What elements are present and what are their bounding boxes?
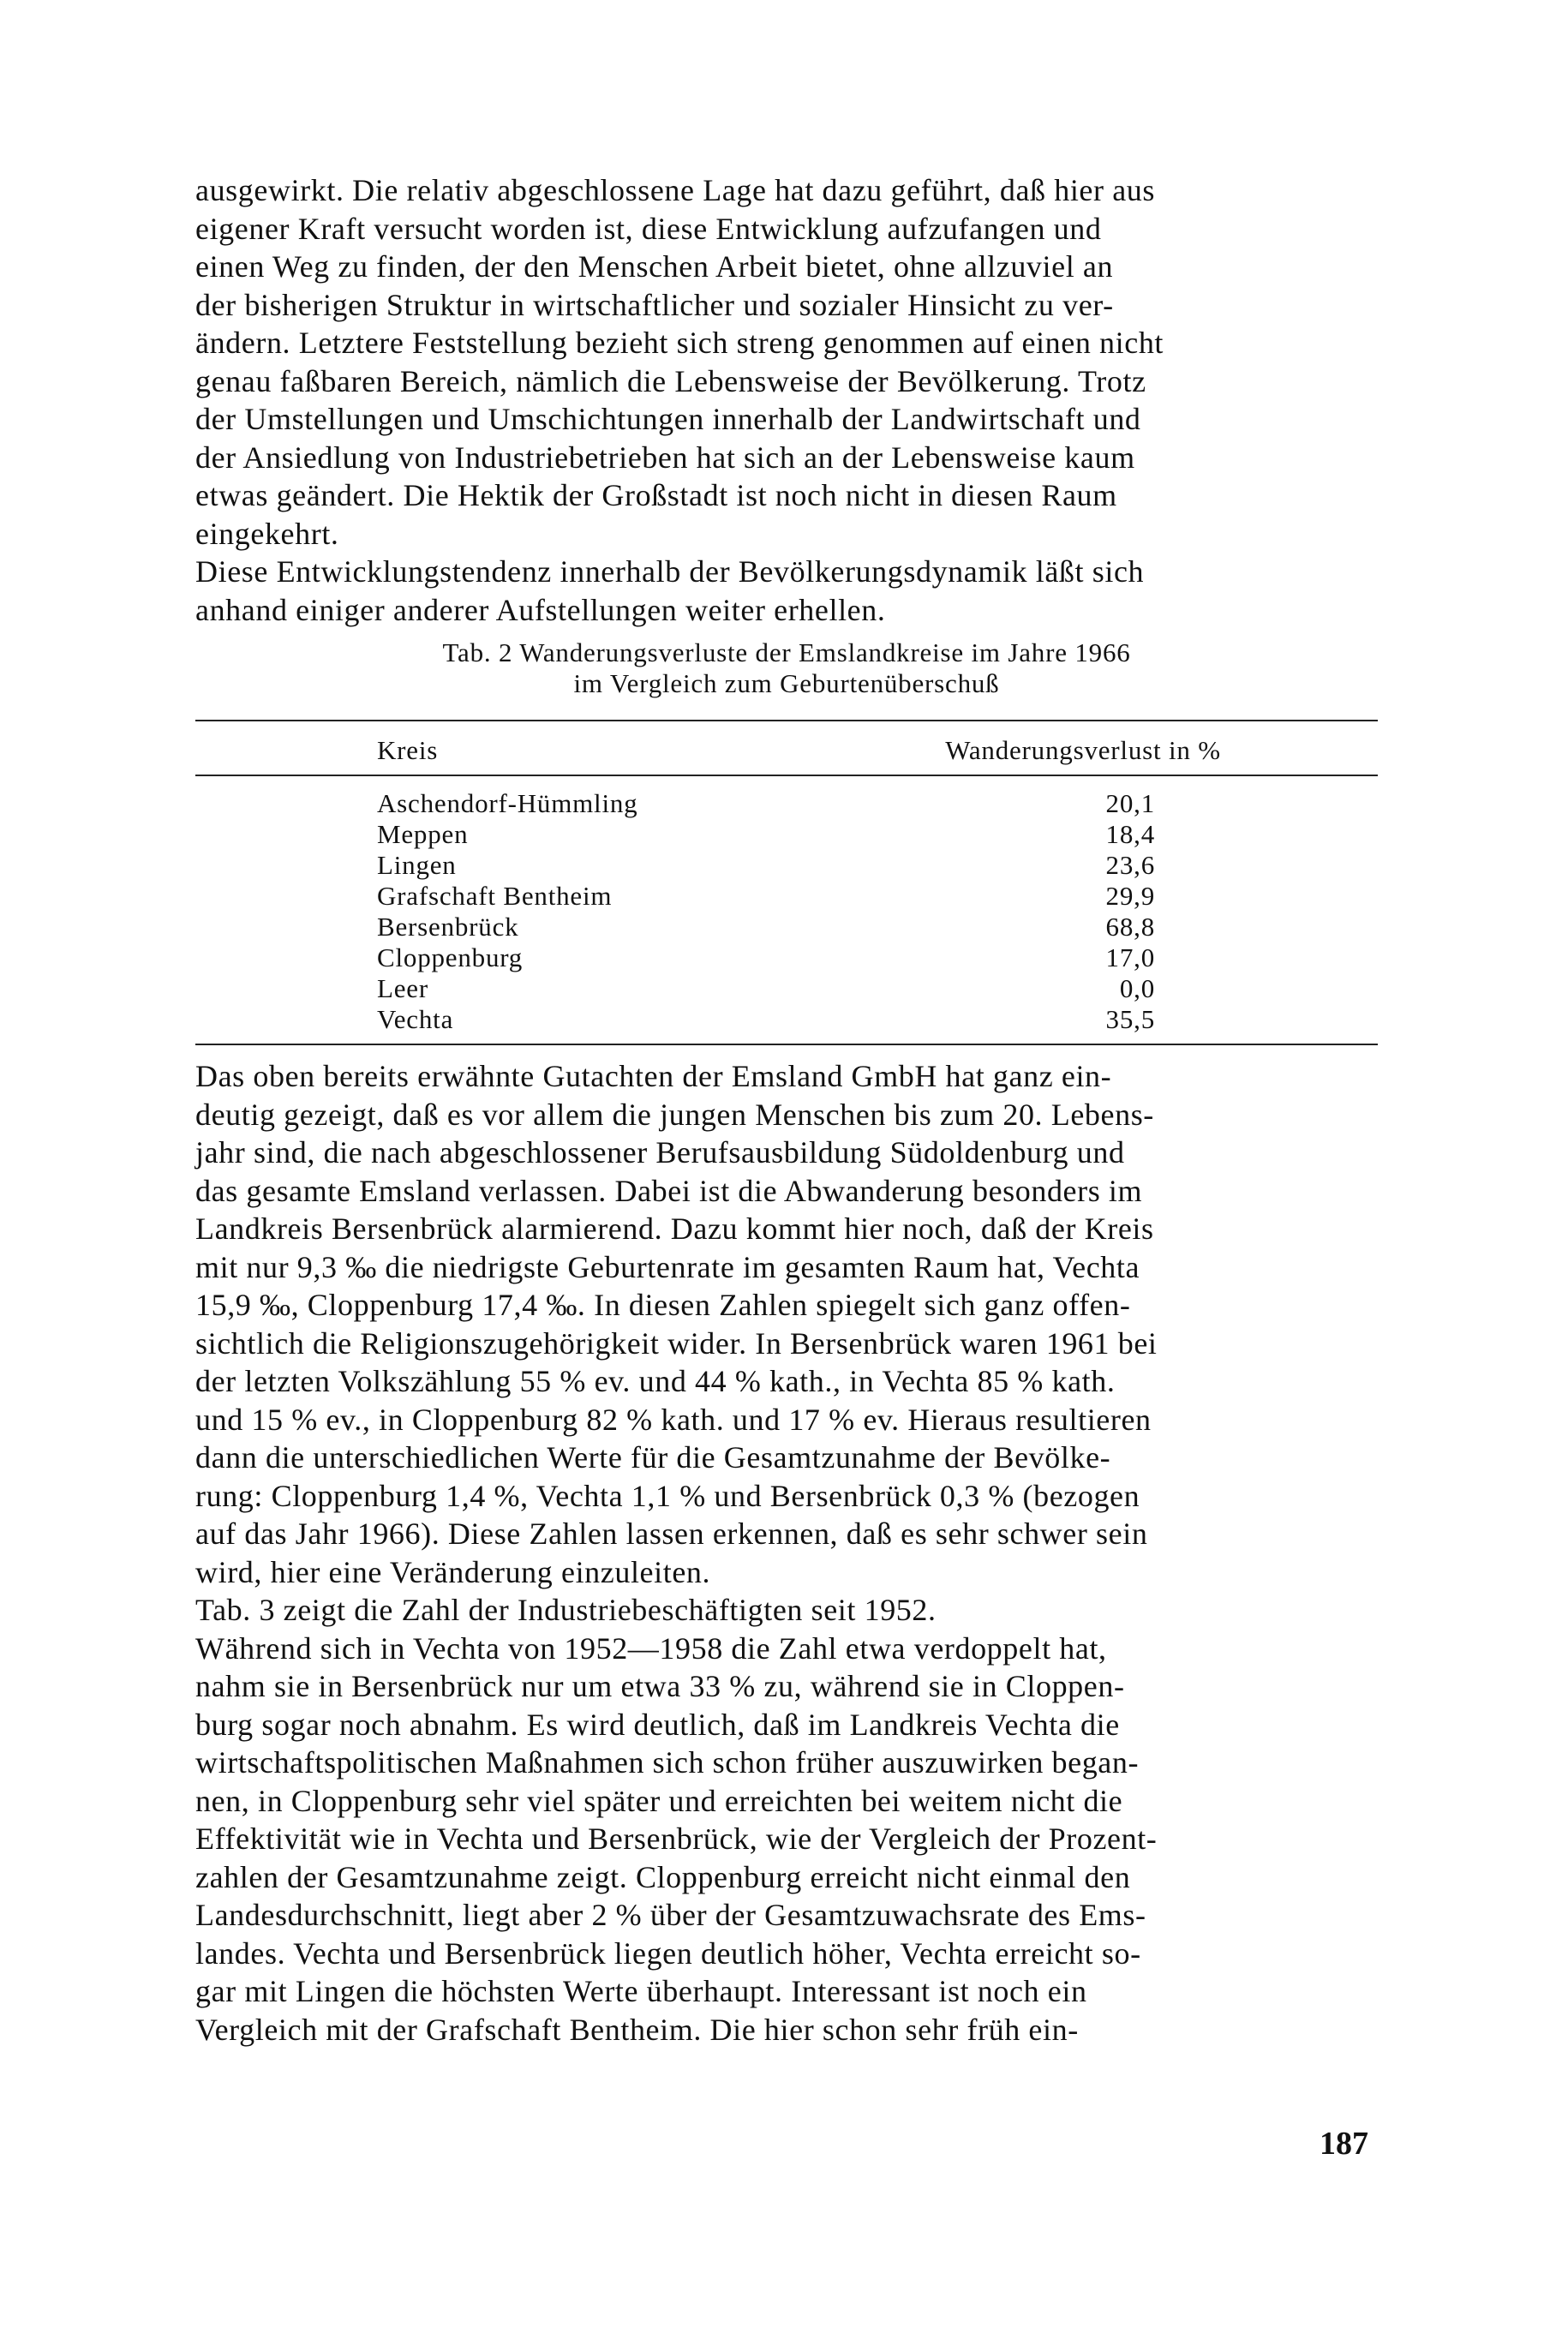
text-line: nen, in Cloppenburg sehr viel später und erreichten bei weitem nicht die	[195, 1783, 1123, 1818]
text-line: burg sogar noch abnahm. Es wird deutlich, daß im Landkreis Vechta die	[195, 1707, 1120, 1742]
text-line: ändern. Letztere Feststellung bezieht sich streng genommen auf einen nicht	[195, 326, 1164, 360]
fourth-paragraph	[195, 1591, 1378, 1630]
text-line: genau faßbaren Bereich, nämlich die Lebensweise der Bevölkerung. Trotz	[195, 363, 1146, 398]
column-header-kreis: Kreis	[195, 721, 805, 775]
text-line: der Ansiedlung von Industriebetrieben hat sich an der Lebensweise kaum	[195, 440, 1135, 475]
table-header-row	[195, 721, 1378, 775]
document-page	[195, 171, 1378, 2049]
text-line: mit nur 9,3 ‰ die niedrigste Geburtenrate im gesamten Raum hat, Vechta	[195, 1249, 1140, 1284]
table-row	[195, 1004, 1378, 1044]
text-line: Vergleich mit der Grafschaft Bentheim. Die hier schon sehr früh ein-	[195, 2012, 1079, 2047]
cell-value: 17,0	[1105, 942, 1155, 972]
text-line: das gesamte Emsland verlassen. Dabei ist die Abwanderung besonders im	[195, 1173, 1143, 1208]
text-line: der bisherigen Struktur in wirtschaftlicher und sozialer Hinsicht zu ver-	[195, 287, 1114, 322]
text-line: gar mit Lingen die höchsten Werte überhaupt. Interessant ist noch ein	[195, 1974, 1087, 2008]
text-line: Landesdurchschnitt, liegt aber 2 % über der Gesamtzuwachsrate des Ems-	[195, 1898, 1146, 1932]
cell-kreis: Vechta	[195, 1004, 805, 1044]
text-line: 15,9 ‰, Cloppenburg 17,4 ‰. In diesen Zahlen spiegelt sich ganz offen-	[195, 1288, 1131, 1322]
text-line: landes. Vechta und Bersenbrück liegen deutlich höher, Vechta erreicht so-	[195, 1935, 1141, 1971]
table-row	[195, 775, 1378, 819]
cell-value: 18,4	[1105, 819, 1155, 849]
cell-value: 0,0	[1119, 973, 1155, 1003]
text-line: einen Weg zu finden, der den Menschen Arbeit bietet, ohne allzuviel an	[195, 249, 1114, 284]
table-row	[195, 973, 1378, 1004]
cell-value: 23,6	[1105, 850, 1155, 880]
table-row	[195, 881, 1378, 912]
cell-value: 29,9	[1105, 881, 1155, 911]
text-line: dann die unterschiedlichen Werte für die Gesamtzunahme der Bevölke-	[195, 1440, 1111, 1475]
intro-paragraph	[195, 171, 1378, 553]
cell-kreis: Aschendorf-Hümmling	[377, 788, 638, 818]
cell-kreis: Bersenbrück	[377, 912, 519, 942]
text-line: rung: Cloppenburg 1,4 %, Vechta 1,1 % und Bersenbrück 0,3 % (bezogen	[195, 1478, 1140, 1513]
cell-kreis: Leer	[377, 973, 428, 1003]
text-line: Landkreis Bersenbrück alarmierend. Dazu kommt hier noch, daß der Kreis	[195, 1211, 1154, 1246]
text-line: Diese Entwicklungstendenz innerhalb der Bevölkerungsdynamik läßt sich	[195, 554, 1145, 589]
table-row	[195, 942, 1378, 973]
column-header-value: Wanderungsverlust in %	[805, 721, 1378, 775]
text-line: ausgewirkt. Die relativ abgeschlossene Lage hat dazu geführt, daß hier aus	[195, 173, 1155, 207]
text-line: eingekehrt.	[195, 516, 339, 551]
table-row	[195, 819, 1378, 850]
second-paragraph	[195, 553, 1378, 629]
table-row	[195, 850, 1378, 881]
text-line: auf das Jahr 1966). Diese Zahlen lassen erkennen, daß es sehr schwer sein	[195, 1516, 1148, 1551]
table-caption	[195, 637, 1378, 699]
cell-kreis: Meppen	[377, 819, 469, 849]
cell-kreis: Lingen	[377, 850, 457, 880]
text-line: wird, hier eine Veränderung einzuleiten.	[195, 1554, 711, 1589]
text-line: der Umstellungen und Umschichtungen innerhalb der Landwirtschaft und	[195, 402, 1141, 436]
text-line: sichtlich die Religionszugehörigkeit wider. In Bersenbrück waren 1961 bei	[195, 1325, 1158, 1361]
table-row	[195, 912, 1378, 942]
text-line: deutig gezeigt, daß es vor allem die jungen Menschen bis zum 20. Lebens-	[195, 1097, 1154, 1132]
page-number: 187	[1320, 2126, 1368, 2162]
cell-value: 20,1	[1105, 788, 1155, 818]
text-line: etwas geändert. Die Hektik der Großstadt ist noch nicht in diesen Raum	[195, 478, 1117, 512]
fifth-paragraph	[195, 1630, 1378, 2049]
table-caption-line: im Vergleich zum Geburtenüberschuß	[573, 668, 1000, 698]
text-line: nahm sie in Bersenbrück nur um etwa 33 % zu, während sie in Cloppen-	[195, 1669, 1125, 1703]
text-line: der letzten Volkszählung 55 % ev. und 44 % kath., in Vechta 85 % kath.	[195, 1364, 1116, 1398]
text-line: anhand einiger anderer Aufstellungen weiter erhellen.	[195, 592, 886, 627]
table-caption-line: Tab. 2 Wanderungsverluste der Emslandkreise im Jahre 1966	[442, 637, 1131, 667]
cell-value: 35,5	[805, 1004, 1378, 1044]
text-line: eigener Kraft versucht worden ist, diese Entwicklung aufzufangen und	[195, 211, 1102, 246]
text-line: wirtschaftspolitischen Maßnahmen sich schon früher auszuwirken began-	[195, 1745, 1140, 1780]
text-line: und 15 % ev., in Cloppenburg 82 % kath. und 17 % ev. Hieraus resultieren	[195, 1402, 1152, 1437]
text-line: Tab. 3 zeigt die Zahl der Industriebeschäftigten seit 1952.	[195, 1593, 937, 1627]
text-line: zahlen der Gesamtzunahme zeigt. Cloppenburg erreicht nicht einmal den	[195, 1859, 1131, 1894]
cell-kreis: Grafschaft Bentheim	[377, 881, 613, 911]
text-line: jahr sind, die nach abgeschlossener Berufsausbildung Südoldenburg und	[195, 1135, 1125, 1169]
cell-kreis: Cloppenburg	[377, 942, 524, 972]
text-line: Effektivität wie in Vechta und Bersenbrück, wie der Vergleich der Prozent-	[195, 1822, 1158, 1856]
text-line: Das oben bereits erwähnte Gutachten der Emsland GmbH hat ganz ein-	[195, 1059, 1112, 1093]
migration-table	[195, 720, 1378, 1045]
cell-value: 68,8	[1105, 912, 1155, 942]
third-paragraph	[195, 1057, 1378, 1591]
text-line: Während sich in Vechta von 1952—1958 die Zahl etwa verdoppelt hat,	[195, 1630, 1107, 1666]
